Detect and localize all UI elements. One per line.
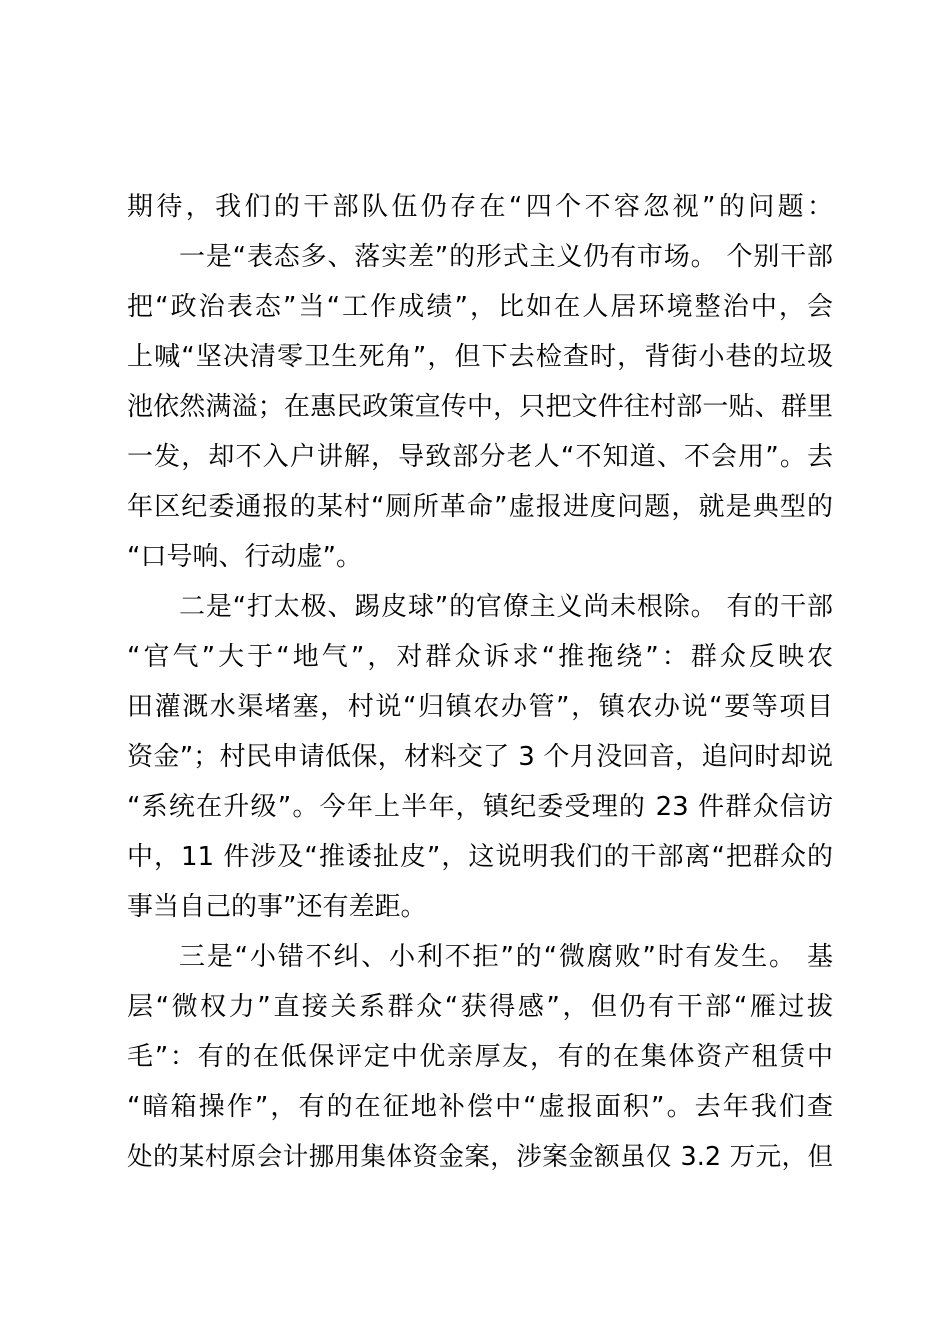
text-line: 层“微权力”直接关系群众“获得感”，但仍有干部“雁过拔 xyxy=(127,992,833,1022)
text-line: 毛”：有的在低保评定中优亲厚友，有的在集体资产租赁中 xyxy=(127,1042,833,1072)
text-line: “暗箱操作”，有的在征地补偿中“虚报面积”。去年我们查 xyxy=(127,1092,833,1122)
text-line: 二是“打太极、踢皮球”的官僚主义尚未根除。 有的干部 xyxy=(179,592,833,622)
text-line: 把“政治表态”当“工作成绩”，比如在人居环境整治中，会 xyxy=(127,292,833,322)
text-line: “系统在升级”。今年上半年，镇纪委受理的 23 件群众信访 xyxy=(127,792,833,822)
text-line: 三是“小错不纠、小利不拒”的“微腐败”时有发生。 基 xyxy=(179,942,833,972)
text-line: 上喊“坚决清零卫生死角”，但下去检查时，背街小巷的垃圾 xyxy=(127,342,833,372)
text-line: 一是“表态多、落实差”的形式主义仍有市场。 个别干部 xyxy=(179,242,833,272)
text-line: 资金”；村民申请低保，材料交了 3 个月没回音，追问时却说 xyxy=(127,742,833,772)
text-line: “官气”大于“地气”，对群众诉求“推拖绕”：群众反映农 xyxy=(127,642,833,672)
text-line: 年区纪委通报的某村“厕所革命”虚报进度问题，就是典型的 xyxy=(127,492,833,522)
text-line: 中，11 件涉及“推诿扯皮”，这说明我们的干部离“把群众的 xyxy=(127,842,833,872)
text-line: “口号响、行动虚”。 xyxy=(127,542,362,572)
text-line: 处的某村原会计挪用集体资金案，涉案金额虽仅 3.2 万元，但 xyxy=(127,1142,833,1172)
text-line: 一发，却不入户讲解，导致部分老人“不知道、不会用”。去 xyxy=(127,442,833,472)
text-line: 田灌溉水渠堵塞，村说“归镇农办管”，镇农办说“要等项目 xyxy=(127,692,833,722)
text-line: 期待，我们的干部队伍仍存在“四个不容忽视”的问题： xyxy=(127,192,833,222)
text-line: 事当自己的事”还有差距。 xyxy=(127,892,427,922)
text-line: 池依然满溢；在惠民政策宣传中，只把文件往村部一贴、群里 xyxy=(127,392,833,422)
document-body xyxy=(127,182,833,1182)
